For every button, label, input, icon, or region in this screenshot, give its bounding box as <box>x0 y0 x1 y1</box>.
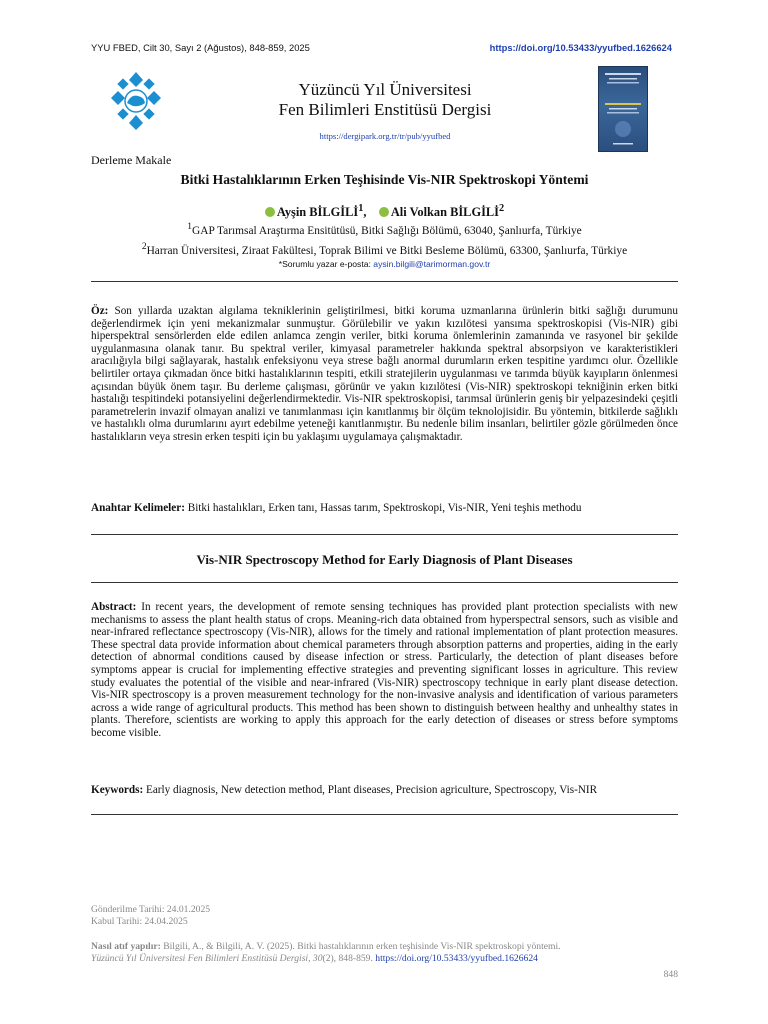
keywords-en <box>91 784 678 797</box>
corresponding-author <box>91 259 678 269</box>
submission-dates <box>91 904 210 928</box>
keywords-tr <box>91 502 678 515</box>
affiliation-1-text: GAP Tarımsal Araştırma Ensitütüsü, Bitki Sağlığı Bölümü, 63040, Şanlıurfa, Türkiye <box>192 224 582 237</box>
affiliation-2-sup: 2 <box>141 242 147 252</box>
orcid-icon[interactable] <box>265 207 275 217</box>
citation-journal: Yüzüncü Yıl Üniversitesi Fen Bilimleri Enstitüsü Dergisi, 30 <box>91 953 323 964</box>
divider <box>91 814 678 815</box>
affiliation-1-sup: 1 <box>187 222 192 232</box>
article-type: Derleme Makale <box>91 153 172 167</box>
article-title-tr: Bitki Hastalıklarının Erken Teşhisinde Vis-NIR Spektroskopi Yöntemi <box>180 172 589 187</box>
author-separator: , <box>363 205 367 220</box>
article-title-en: Vis-NIR Spectroscopy Method for Early Diagnosis of Plant Diseases <box>196 552 573 567</box>
citation-label: Nasıl atıf yapılır: <box>91 941 161 952</box>
keywords-tr-label: Anahtar Kelimeler: <box>91 502 185 514</box>
corresponding-label: *Sorumlu yazar e-posta: <box>278 259 371 269</box>
authors <box>91 203 678 220</box>
abstract-tr-text: Son yıllarda uzaktan algılama tekniklerinin geliştirilmesi, bitki koruma uzmanlarına ürünlerin bitki sağlığı durumunu değerlendirmek için yeni mekanizmalar sunmuştur. Görülebilir ve yakın kızılötesi yansıma spektroskopisi (Vis-NIR) gibi hiperspektral sensörlerden elde edilen anlamca zengin veriler, bitki koruma önlemlerinin zamanında ve rasyonel bir şekilde uygulanmasına olanak tanır. Bu spektral veriler, kimyasal parametreler hakkında spektral absorpsiyon ve karakteristikleri aracılığıyla bilgi sağlayarak, hastalık enfeksiyonu veya strese bağlı anormal durumların erken tespitine yardımcı olur. Özellikle belirtiler ortaya çıkmadan önce bitki hastalıklarının tespiti, etkili stratejilerin uygulanması ve tarımda büyük kayıpların önlenmesi açısından büyük önem taşır. Bu derleme çalışması, görünür ve yakın kızılötesi (Vis-NIR) spektroskopi tekniğinin erken bitki hastalığı tespitindeki potansiyelini değerlendirmektedir. Vis-NIR spektroskopisi, tarımsal ürünlerin geniş bir yelpazesindeki çeşitli parametrelerin invazif olmayan analizi ve tanımlanması için kanıtlanmış bir ölçüm teknolojisidir. Bu yöntemin, bitkilerde sağlıklı ve hastalıklı olma durumlarını ayırt edebilme yeteneği kanıtlanmıştır. Bu nedenle bilim insanları, belirtiler gözle görülmeden önce hastalıkların veya stresin erken tespiti için bu yaklaşımı uygulamaya çalışmaktadır. <box>91 305 678 443</box>
divider <box>91 582 678 583</box>
divider <box>91 281 678 282</box>
university-logo-icon <box>107 70 165 132</box>
author-1: Ayşin BİLGİLİ <box>276 205 359 220</box>
affiliation-1 <box>91 222 678 237</box>
page-number: 848 <box>663 969 678 980</box>
orcid-icon[interactable] <box>379 207 389 217</box>
cover-art-icon <box>599 67 647 151</box>
abstract-en-label: Abstract: <box>91 601 137 613</box>
citation <box>91 941 678 965</box>
citation-issue: (2), 848-859. <box>322 953 373 964</box>
abstract-en <box>91 601 678 740</box>
journal-url-link[interactable]: https://dergipark.org.tr/tr/pub/yyufbed <box>319 131 451 141</box>
citation-doi-link[interactable]: https://doi.org/10.53433/yyufbed.1626624 <box>375 953 538 964</box>
abstract-tr <box>91 305 678 444</box>
keywords-en-text: Early diagnosis, New detection method, Plant diseases, Precision agriculture, Spectroscopy, Vis-NIR <box>146 784 598 796</box>
keywords-en-label: Keywords: <box>91 784 144 796</box>
abstract-tr-label: Öz: <box>91 305 109 317</box>
accepted-date: Kabul Tarihi: 24.04.2025 <box>91 916 188 927</box>
author-2-sup: 2 <box>499 203 505 214</box>
citation-text: Bilgili, A., & Bilgili, A. V. (2025). Bitki hastalıklarının erken teşhisinde Vis-NIR spektroskopi yöntemi. <box>163 941 561 952</box>
abstract-en-text: In recent years, the development of remote sensing techniques has provided plant protection specialists with new mechanisms to assess the plant health status of crops. Meaning-rich data obtained from hyperspectral sensors, such as visible and near-infrared reflectance spectroscopy (Vis-NIR), allows for the timely and rational implementation of plant protection measures. These spectral data provide information about chemical parameters through absorption patterns and properties, aiding in the early detection of abnormal conditions caused by disease infection or stress. Particularly, the detection of plant diseases before symptoms appear is crucial for implementing effective strategies and preventing significant losses in agriculture. This review study evaluates the potential of the visible and near-infrared (Vis-NIR) spectroscopy technique in early plant disease detection. Vis-NIR spectroscopy is a proven measurement technology for the non-invasive analysis and identification of various parameters across a wide range of agricultural products. This method has been shown to distinguish between healthy and unhealthy states in plants. Therefore, scientists are working to apply this approach for the early detection of diseases or stress before symptoms become visible. <box>91 601 679 739</box>
running-header: YYU FBED, Cilt 30, Sayı 2 (Ağustos), 848-859, 2025 <box>91 42 310 53</box>
corresponding-email-link[interactable]: aysin.bilgili@tarimorman.gov.tr <box>373 259 491 269</box>
keywords-tr-text: Bitki hastalıkları, Erken tanı, Hassas tarım, Spektroskopi, Vis-NIR, Yeni teşhis methodu <box>187 502 582 514</box>
journal-name-line2: Fen Bilimleri Enstitüsü Dergisi <box>278 100 492 119</box>
journal-header <box>200 80 570 141</box>
journal-name-line1: Yüzüncü Yıl Üniversitesi <box>298 80 472 99</box>
journal-cover-thumbnail <box>598 66 648 152</box>
received-date: Gönderilme Tarihi: 24.01.2025 <box>91 904 211 915</box>
author-2: Ali Volkan BİLGİLİ <box>390 205 499 220</box>
affiliation-2-text: Harran Üniversitesi, Ziraat Fakültesi, Toprak Bilimi ve Bitki Besleme Bölümü, 63300, Şanlıurfa, Türkiye <box>146 244 628 257</box>
affiliation-2 <box>91 242 678 257</box>
divider <box>91 534 678 535</box>
doi-link-top[interactable]: https://doi.org/10.53433/yyufbed.1626624 <box>489 42 672 53</box>
author-1-sup: 1 <box>358 203 364 214</box>
